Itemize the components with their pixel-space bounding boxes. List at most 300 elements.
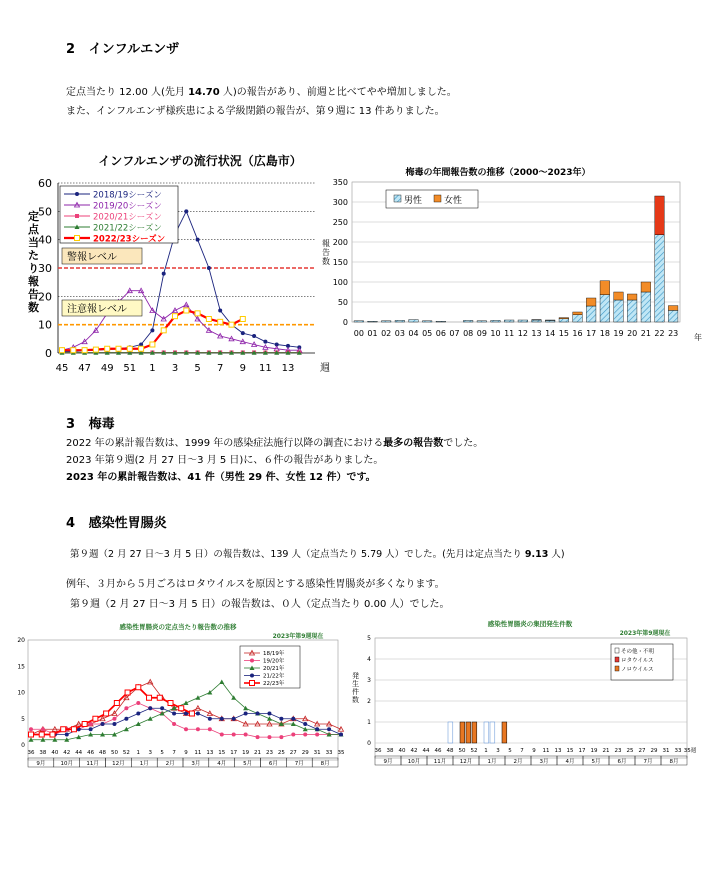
gastro-outbreak-chart — [345, 618, 700, 773]
chart-y-label — [352, 671, 359, 704]
bar — [490, 722, 495, 743]
month-label: 6月 — [268, 761, 278, 767]
x-tick-label: 50 — [458, 748, 466, 754]
y-tick-label: 50 — [337, 298, 348, 307]
y-tick-label: 150 — [332, 258, 348, 267]
svg-text:当: 当 — [28, 236, 39, 249]
month-label: 7月 — [643, 759, 653, 765]
y-tick-label: 2 — [367, 698, 371, 705]
legend-marker — [75, 214, 79, 218]
legend-label: 男性 — [404, 196, 423, 206]
data-point — [196, 727, 200, 731]
data-point — [256, 712, 260, 716]
influenza-summary-line1 — [66, 83, 457, 98]
bar-male — [422, 321, 432, 322]
data-point — [147, 695, 152, 700]
y-tick-label: 3 — [367, 677, 371, 684]
chart-subtitle: 2023年第9週現在 — [619, 630, 671, 637]
bar-male — [600, 295, 610, 322]
x-tick-label: 11 — [542, 748, 550, 754]
x-tick-label: 45 — [55, 363, 69, 374]
data-point — [71, 348, 76, 353]
x-tick-label: 7 — [217, 363, 224, 374]
alert-level-label: 警報レベル — [67, 252, 117, 263]
x-tick-label: 31 — [662, 748, 670, 754]
bar-female — [573, 312, 583, 315]
chart-title: インフルエンザの流行状況（広島市） — [98, 154, 302, 168]
data-point — [206, 317, 211, 322]
x-tick-label: 47 — [78, 363, 91, 374]
text-segment: 2022 年の累計報告数は、1999 年の感染症法施行以降の調査における — [66, 438, 384, 449]
legend-label: その他・不明 — [621, 649, 655, 655]
month-label: 8月 — [669, 759, 679, 765]
y-tick-label: 0 — [367, 740, 371, 747]
chart-title: 感染性胃腸炎の定点当たり報告数の推移 — [119, 623, 237, 631]
bar — [472, 722, 477, 743]
bar-male — [504, 320, 514, 322]
data-point — [150, 328, 154, 332]
data-point — [136, 712, 140, 716]
x-tick-label: 11 — [504, 329, 515, 338]
influenza-chart — [20, 148, 330, 378]
month-label: 2月 — [165, 761, 175, 767]
x-tick-label: 9 — [532, 748, 536, 754]
x-tick-label: 48 — [446, 748, 454, 754]
x-tick-label: 10 — [490, 329, 501, 338]
bar-male — [655, 235, 665, 322]
gastro-rate-chart — [8, 618, 345, 773]
x-tick-label: 25 — [626, 748, 634, 754]
syphilis-chart — [318, 162, 706, 362]
bar-male — [573, 315, 583, 322]
syphilis-line3: 2023 年の累計報告数は、41 件（男性 29 件、女性 12 件）です。 — [66, 472, 376, 483]
bar-male — [518, 320, 528, 322]
data-point — [162, 272, 166, 276]
x-tick-label: 44 — [75, 750, 83, 756]
data-point — [218, 309, 222, 313]
data-point — [136, 685, 141, 690]
data-point — [229, 322, 234, 327]
bar-male — [354, 321, 364, 322]
data-point — [150, 342, 155, 347]
x-tick-label: 3 — [496, 748, 500, 754]
bar-male — [368, 321, 378, 322]
data-point — [240, 317, 245, 322]
x-tick-label: 16 — [572, 329, 583, 338]
data-point — [220, 733, 224, 737]
syphilis-line1 — [66, 434, 483, 449]
x-tick-label: 08 — [463, 329, 474, 338]
x-tick-label: 3 — [148, 750, 152, 756]
x-tick-label: 04 — [408, 329, 419, 338]
y-tick-label: 5 — [21, 715, 25, 723]
bar — [484, 722, 489, 743]
svg-text:数: 数 — [322, 257, 330, 266]
bar-male — [381, 321, 391, 322]
bar-male — [532, 320, 542, 322]
data-point — [315, 727, 319, 731]
data-point — [189, 711, 194, 716]
svg-text:数: 数 — [28, 301, 39, 314]
data-point — [157, 695, 162, 700]
x-tick-label: 51 — [123, 363, 137, 374]
month-label: 10月 — [407, 759, 421, 765]
chart-title: 感染性胃腸炎の集団発生件数 — [487, 620, 573, 628]
y-tick-label: 20 — [38, 290, 52, 304]
data-point — [252, 334, 256, 338]
data-point — [220, 717, 224, 721]
x-tick-label: 27 — [638, 748, 646, 754]
month-label: 2月 — [513, 759, 523, 765]
x-tick-label: 35 — [337, 750, 345, 756]
data-point — [172, 722, 176, 726]
x-tick-label: 13 — [531, 329, 542, 338]
month-label: 5月 — [591, 759, 601, 765]
x-tick-label: 36 — [27, 750, 35, 756]
bar-male — [614, 300, 624, 322]
month-label: 12月 — [459, 759, 473, 765]
x-tick-label: 31 — [313, 750, 321, 756]
data-point — [279, 717, 283, 721]
bar-female — [559, 318, 569, 319]
svg-text:点: 点 — [28, 223, 39, 236]
data-point — [29, 727, 33, 731]
x-tick-label: 46 — [434, 748, 442, 754]
warning-level-label: 注意報レベル — [67, 304, 127, 315]
gastro-line2: 例年、３月から５月ごろはロタウイルスを原因とする感染性胃腸炎が多くなります。 — [66, 579, 445, 590]
section-title: 梅毒 — [88, 417, 115, 432]
data-point — [303, 733, 307, 737]
x-tick-label: 22 — [654, 329, 665, 338]
data-point — [116, 346, 121, 351]
gastro-line1 — [70, 546, 565, 560]
x-tick-label: 33 — [325, 750, 333, 756]
x-tick-label: 49 — [100, 363, 114, 374]
x-tick-label: 17 — [586, 329, 597, 338]
legend-label: 21/22年 — [263, 673, 285, 680]
data-point — [105, 346, 110, 351]
x-tick-label: 07 — [449, 329, 460, 338]
data-point — [172, 712, 176, 716]
legend-marker — [75, 192, 79, 196]
x-tick-label: 52 — [122, 750, 130, 756]
legend-label: 2019/20シーズン — [93, 201, 162, 212]
month-label: 12月 — [112, 761, 125, 767]
data-point — [136, 701, 140, 705]
legend-label: 19/20年 — [263, 658, 285, 665]
x-tick-label: 14 — [545, 329, 556, 338]
x-tick-label: 19 — [590, 748, 598, 754]
x-tick-label: 13 — [554, 748, 562, 754]
data-point — [291, 733, 295, 737]
x-tick-label: 42 — [63, 750, 71, 756]
bar-male — [395, 320, 405, 322]
x-tick-label: 29 — [301, 750, 309, 756]
data-point — [41, 727, 45, 731]
x-tick-label: 38 — [39, 750, 47, 756]
data-point — [104, 711, 109, 716]
y-tick-label: 200 — [332, 238, 348, 247]
bar-male — [545, 320, 555, 322]
data-point — [50, 732, 55, 737]
month-label: 4月 — [565, 759, 575, 765]
chart-title: 梅毒の年間報告数の推移（2000～2023年） — [405, 168, 591, 178]
data-point — [125, 690, 130, 695]
y-tick-label: 4 — [367, 656, 371, 663]
data-point — [267, 716, 272, 721]
data-point — [148, 716, 153, 721]
x-tick-label: 11 — [194, 750, 202, 756]
month-label: 6月 — [617, 759, 627, 765]
data-point — [195, 311, 200, 316]
data-point — [207, 266, 211, 270]
month-label: 11月 — [433, 759, 447, 765]
data-point — [101, 722, 105, 726]
data-point — [196, 712, 200, 716]
section-2-heading — [66, 38, 179, 57]
bar — [460, 722, 465, 743]
x-tick-label: 21 — [640, 329, 651, 338]
x-tick-label: 15 — [218, 750, 226, 756]
legend-marker — [250, 659, 254, 663]
section-3-heading — [66, 413, 115, 432]
data-point — [139, 346, 144, 351]
x-tick-label: 13 — [206, 750, 214, 756]
month-label: 5月 — [243, 761, 253, 767]
month-label: 8月 — [320, 761, 330, 767]
x-axis-label: 週 — [320, 363, 330, 374]
x-tick-label: 17 — [578, 748, 586, 754]
legend-label: 18/19年 — [263, 651, 285, 657]
svg-text:報: 報 — [28, 275, 39, 288]
data-point — [218, 319, 223, 324]
x-tick-label: 5 — [508, 748, 512, 754]
legend-label: 2022/23シーズン — [93, 234, 166, 245]
data-point — [208, 727, 212, 731]
x-tick-label: 23 — [265, 750, 273, 756]
x-tick-label: 7 — [520, 748, 524, 754]
data-point — [267, 712, 271, 716]
data-point — [114, 701, 119, 706]
section-title: 感染性胃腸炎 — [88, 516, 167, 531]
data-point — [136, 722, 141, 727]
data-point — [71, 727, 76, 732]
bar — [502, 722, 507, 743]
x-tick-label: 1 — [136, 750, 141, 756]
data-point — [148, 706, 152, 710]
data-point — [195, 695, 200, 700]
data-point — [60, 348, 65, 353]
data-point — [232, 733, 236, 737]
x-tick-label: 9 — [184, 750, 188, 756]
data-point — [65, 733, 69, 737]
x-tick-label: 1 — [149, 363, 156, 374]
data-point — [244, 733, 248, 737]
data-point — [160, 706, 164, 710]
x-tick-label: 38 — [386, 748, 394, 754]
legend-swatch — [615, 648, 619, 653]
legend-label: 20/21年 — [263, 666, 285, 672]
x-tick-label: 23 — [668, 329, 679, 338]
data-point — [327, 727, 331, 731]
svg-text:数: 数 — [352, 696, 359, 704]
y-tick-label: 10 — [17, 689, 25, 697]
x-tick-label: 48 — [99, 750, 107, 756]
bar — [466, 722, 471, 743]
x-tick-label: 09 — [476, 329, 487, 338]
data-point — [82, 722, 87, 727]
x-tick-label: 29 — [650, 748, 658, 754]
svg-text:発: 発 — [352, 672, 359, 680]
data-point — [39, 732, 44, 737]
x-tick-label: 19 — [242, 750, 250, 756]
x-tick-label: 50 — [110, 750, 118, 756]
data-point — [29, 732, 34, 737]
bar-female — [641, 282, 651, 292]
month-label: 4月 — [217, 761, 227, 767]
y-tick-label: 20 — [17, 637, 25, 644]
svg-text:件: 件 — [352, 688, 359, 696]
bar-female — [655, 196, 665, 235]
x-tick-label: 05 — [422, 329, 433, 338]
section-title: インフルエンザ — [88, 42, 180, 57]
bar-male — [559, 319, 569, 322]
data-point — [232, 717, 236, 721]
y-tick-label: 60 — [38, 177, 52, 190]
bar-male — [627, 300, 637, 322]
legend-swatch — [615, 657, 619, 662]
y-tick-label: 100 — [332, 278, 348, 287]
bar-male — [477, 321, 487, 322]
x-tick-label: 23 — [614, 748, 622, 754]
legend-label: 2018/19シーズン — [93, 190, 162, 201]
bar-male — [668, 310, 678, 322]
y-tick-label: 15 — [17, 663, 25, 671]
y-tick-label: 350 — [332, 178, 348, 187]
legend-label: 2020/21シーズン — [93, 212, 162, 223]
x-tick-label: 18 — [599, 329, 610, 338]
legend-label: 2021/22シーズン — [93, 223, 162, 234]
y-tick-label: 1 — [367, 719, 371, 726]
x-tick-label: 03 — [394, 329, 405, 338]
data-point — [61, 727, 66, 732]
data-point — [291, 717, 295, 721]
x-tick-label: 52 — [470, 748, 478, 754]
x-tick-label: 3 — [171, 363, 179, 374]
bar-female — [600, 281, 610, 295]
bar-male — [436, 321, 446, 322]
data-point — [93, 716, 98, 721]
y-tick-label: 5 — [367, 635, 371, 642]
data-point — [124, 717, 128, 721]
x-tick-label: 44 — [422, 748, 430, 754]
section-number: 4 — [66, 516, 76, 531]
x-tick-label: 00 — [353, 329, 364, 338]
data-point — [161, 328, 166, 333]
chart-subtitle: 2023年第9週現在 — [272, 633, 324, 640]
svg-text:告: 告 — [28, 288, 39, 301]
month-label: 1月 — [139, 761, 149, 767]
data-point — [89, 727, 93, 731]
data-point — [173, 314, 178, 319]
x-tick-label: 46 — [87, 750, 95, 756]
x-tick-label: 11 — [259, 363, 272, 374]
x-tick-label: 35週 — [683, 748, 697, 754]
x-tick-label: 13 — [281, 363, 295, 374]
data-point — [124, 727, 129, 732]
section-number: 2 — [66, 42, 76, 57]
data-point — [184, 209, 188, 213]
month-label: 7月 — [294, 761, 304, 767]
x-tick-label: 15 — [566, 748, 574, 754]
x-tick-label: 25 — [277, 750, 285, 756]
y-tick-label: 0 — [45, 347, 52, 360]
x-tick-label: 12 — [517, 329, 528, 338]
y-tick-label: 10 — [38, 318, 52, 332]
x-tick-label: 40 — [51, 750, 59, 756]
month-label: 11月 — [86, 761, 99, 767]
data-point — [112, 722, 116, 726]
x-tick-label: 7 — [172, 750, 176, 756]
bar-female — [586, 298, 596, 306]
month-label: 3月 — [191, 761, 201, 767]
y-tick-label: 40 — [38, 233, 52, 247]
y-tick-label: 300 — [332, 198, 348, 207]
x-tick-label: 21 — [602, 748, 610, 754]
section-number: 3 — [66, 417, 76, 432]
y-tick-label: 50 — [38, 205, 52, 219]
data-point — [196, 238, 200, 242]
legend-marker — [250, 674, 254, 678]
chart-y-label — [322, 238, 330, 266]
x-tick-label: 01 — [367, 329, 378, 338]
legend-marker — [75, 236, 80, 241]
svg-text:り: り — [28, 262, 39, 275]
text-segment: 人) — [548, 549, 565, 560]
data-point — [208, 717, 212, 721]
x-tick-label: 19 — [613, 329, 624, 338]
svg-text:告: 告 — [322, 248, 330, 257]
x-tick-label: 40 — [398, 748, 406, 754]
bar-male — [491, 320, 501, 322]
x-tick-label: 5 — [194, 363, 201, 374]
legend-swatch — [615, 666, 619, 671]
text-segment: 第９週（2 月 27 日～3 月 5 日）の報告数は、139 人（定点当たり 5.79 人）でした。(先月は定点当たり — [70, 549, 525, 560]
bar-male — [641, 292, 651, 322]
text-bold: 最多の報告数 — [383, 438, 444, 449]
data-point — [256, 735, 260, 739]
x-tick-label: 02 — [381, 329, 392, 338]
data-point — [267, 735, 271, 739]
legend-label: 女性 — [444, 196, 463, 206]
bar-female — [627, 294, 637, 300]
data-point — [93, 347, 98, 352]
month-label: 10月 — [60, 761, 73, 767]
bar-female — [668, 306, 678, 311]
data-point — [241, 331, 245, 335]
month-label: 9月 — [36, 761, 46, 767]
data-point — [339, 733, 343, 737]
syphilis-line2: 2023 年第９週(2 月 27 日～3 月 5 日)に、６件の報告がありました。 — [66, 455, 384, 466]
month-label: 9月 — [383, 759, 393, 765]
bar-male — [463, 320, 473, 322]
text-bold: 14.70 — [188, 87, 220, 98]
gastro-line3: 第９週（2 月 27 日～3 月 5 日）の報告数は、０人（定点当たり 0.00 人）でした。 — [70, 599, 450, 610]
x-tick-label: 42 — [410, 748, 418, 754]
data-point — [184, 727, 188, 731]
x-tick-label: 21 — [254, 750, 262, 756]
y-tick-label: 250 — [332, 218, 348, 227]
